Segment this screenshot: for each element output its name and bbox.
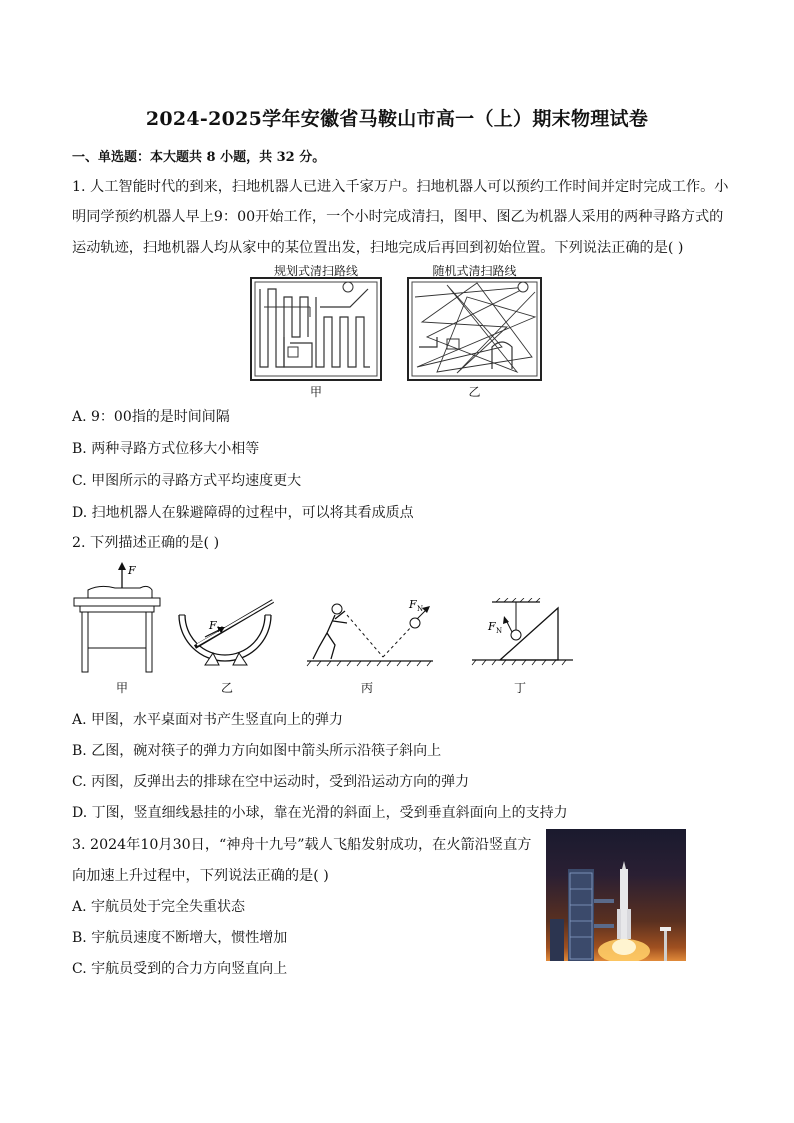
label-fn-incline: F bbox=[488, 620, 496, 633]
fig-right-title: 随机式清扫路线 bbox=[432, 264, 517, 278]
q2-option-b: B. 乙图，碗对筷子的弹力方向如图中箭头所示沿筷子斜向上 bbox=[72, 743, 442, 759]
q2-option-c: C. 丙图，反弹出去的排球在空中运动时，受到沿运动方向的弹力 bbox=[72, 774, 470, 790]
svg-text:N: N bbox=[496, 627, 503, 635]
q3-option-b: B. 宇航员速度不断增大，惯性增加 bbox=[72, 930, 288, 946]
page-title: 2024-2025学年安徽省马鞍山市高一（上）期末物理试卷 bbox=[145, 108, 649, 130]
q2-option-a: A. 甲图，水平桌面对书产生竖直向上的弹力 bbox=[72, 712, 344, 728]
q2-caption-yi: 乙 bbox=[220, 681, 233, 695]
q1-line-3: 运动轨迹，扫地机器人均从家中的某位置出发，扫地完成后再回到初始位置。下列说法正确的是( ) bbox=[72, 240, 684, 256]
fig-table-book bbox=[70, 560, 165, 675]
section-heading: 一、单选题：本大题共 8 小题，共 32 分。 bbox=[72, 150, 326, 165]
q1-option-a: A. 9：00指的是时间间隔 bbox=[72, 409, 230, 425]
q1-line-1: 1. 人工智能时代的到来，扫地机器人已进入千家万户。扫地机器人可以预约工作时间并定时完成工作。小 bbox=[72, 179, 729, 195]
svg-text:N: N bbox=[217, 626, 224, 634]
q3-option-a: A. 宇航员处于完全失重状态 bbox=[72, 899, 246, 915]
label-f: F bbox=[128, 564, 136, 577]
fig-left-caption: 甲 bbox=[309, 385, 322, 399]
planned-path-figure bbox=[250, 277, 382, 381]
rocket-launch-photo bbox=[546, 829, 686, 961]
q2-option-d: D. 丁图，竖直细线悬挂的小球，靠在光滑的斜面上，受到垂直斜面向上的支持力 bbox=[72, 805, 568, 821]
q3-line-1: 3. 2024年10月30日，“神舟十九号”载人飞船发射成功，在火箭沿竖直方 bbox=[72, 837, 532, 853]
q2-caption-ding: 丁 bbox=[513, 681, 526, 695]
svg-text:N: N bbox=[417, 605, 424, 613]
fig-incline-ball bbox=[470, 598, 575, 668]
q2-stem: 2. 下列描述正确的是( ) bbox=[72, 535, 220, 551]
q2-caption-bing: 丙 bbox=[360, 681, 373, 695]
fig-right-caption: 乙 bbox=[468, 385, 481, 399]
random-path-figure bbox=[407, 277, 542, 381]
label-fn-bowl: F bbox=[209, 619, 217, 632]
label-fn-ball: F bbox=[409, 598, 417, 611]
q2-caption-jia: 甲 bbox=[115, 681, 128, 695]
fig-left-title: 规划式清扫路线 bbox=[273, 264, 358, 278]
fig-bowl-chopstick bbox=[175, 585, 275, 670]
q1-line-2: 明同学预约机器人早上9：00开始工作，一个小时完成清扫，图甲、图乙为机器人采用的两种寻路方式的 bbox=[72, 209, 724, 225]
q1-option-b: B. 两种寻路方式位移大小相等 bbox=[72, 441, 260, 457]
fig-volleyball bbox=[305, 595, 435, 667]
q1-option-c: C. 甲图所示的寻路方式平均速度更大 bbox=[72, 473, 302, 489]
q3-option-c: C. 宇航员受到的合力方向竖直向上 bbox=[72, 961, 288, 977]
q1-option-d: D. 扫地机器人在躲避障碍的过程中，可以将其看成质点 bbox=[72, 505, 414, 521]
q3-line-2: 向加速上升过程中，下列说法正确的是( ) bbox=[72, 868, 329, 884]
